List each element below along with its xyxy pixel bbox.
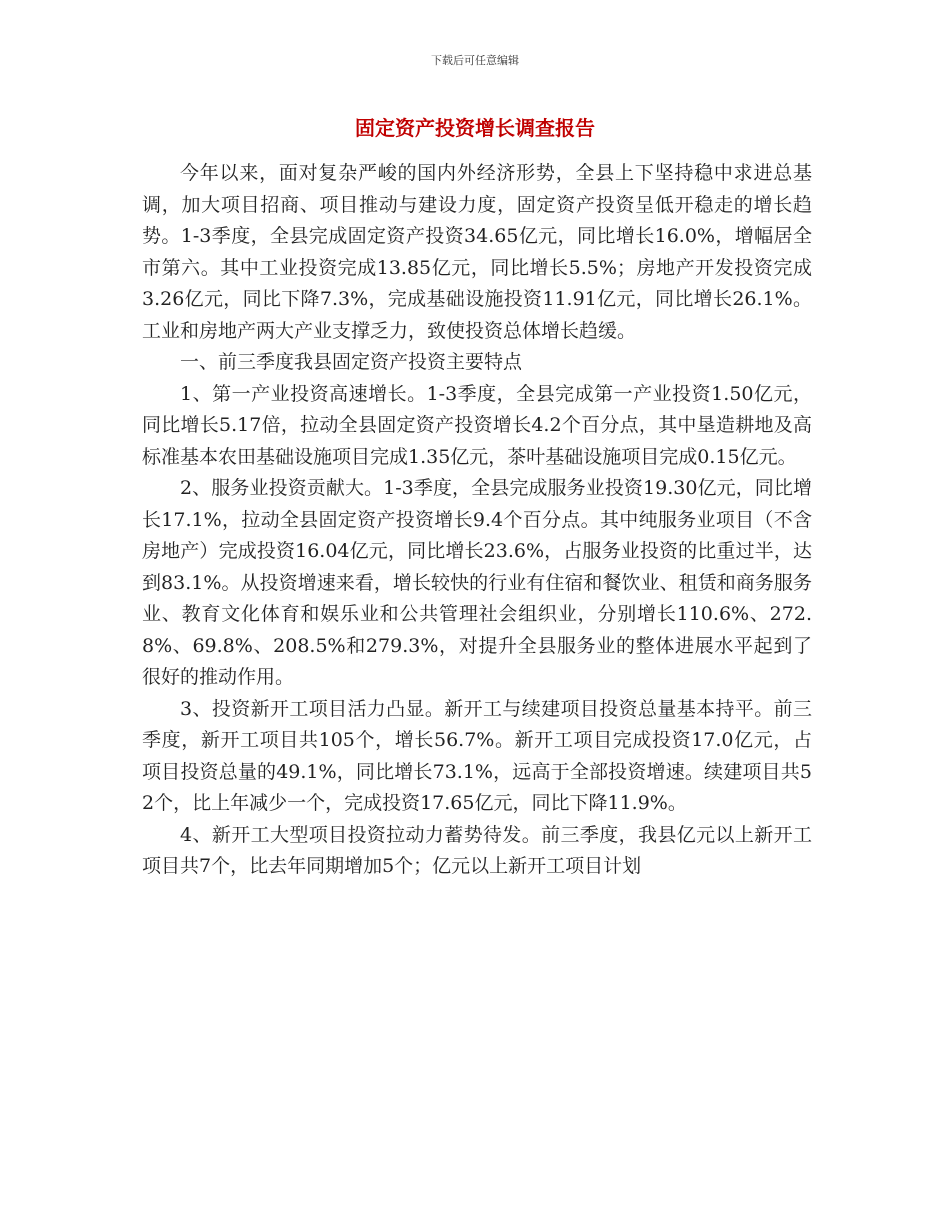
- document-body: [142, 158, 812, 883]
- section-heading-1: 一、前三季度我县固定资产投资主要特点: [180, 351, 523, 373]
- paragraph-large-projects: 4、新开工大型项目投资拉动力蓄势待发。前三季度，我县亿元以上新开工项目共7个，比去年同期增加5个；亿元以上新开工项目计划: [142, 823, 812, 877]
- document-title: 固定资产投资增长调查报告: [355, 116, 595, 140]
- paragraph-intro: 今年以来，面对复杂严峻的国内外经济形势，全县上下坚持稳中求进总基调，加大项目招商、项目推动与建设力度，固定资产投资呈低开稳走的增长趋势。1-3季度，全县完成固定资产投资34.65亿元，同比增长16.0%，增幅居全市第六。其中工业投资完成13.85亿元，同比增长5.5%；房地产开发投资完成3.26亿元，同比下降7.3%，完成基础设施投资11.91亿元，同比增长26.1%。工业和房地产两大产业支撑乏力，致使投资总体增长趋缓。: [142, 162, 812, 342]
- header-note: 下载后可任意编辑: [431, 54, 519, 67]
- paragraph-primary-industry: 1、第一产业投资高速增长。1-3季度，全县完成第一产业投资1.50亿元，同比增长5.17倍，拉动全县固定资产投资增长4.2个百分点，其中垦造耕地及高标准基本农田基础设施项目完成1.35亿元，茶叶基础设施项目完成0.15亿元。: [142, 382, 812, 468]
- paragraph-new-projects: 3、投资新开工项目活力凸显。新开工与续建项目投资总量基本持平。前三季度，新开工项目共105个，增长56.7%。新开工项目完成投资17.0亿元，占项目投资总量的49.1%，同比增长73.1%，远高于全部投资增速。续建项目共52个，比上年减少一个，完成投资17.65亿元，同比下降11.9%。: [142, 697, 812, 814]
- paragraph-service-industry: 2、服务业投资贡献大。1-3季度，全县完成服务业投资19.30亿元，同比增长17.1%，拉动全县固定资产投资增长9.4个百分点。其中纯服务业项目（不含房地产）完成投资16.04亿元，同比增长23.6%，占服务业投资的比重过半，达到83.1%。从投资增速来看，增长较快的行业有住宿和餐饮业、租赁和商务服务业、教育文化体育和娱乐业和公共管理社会组织业，分别增长110.6%、272.8%、69.8%、208.5%和279.3%，对提升全县服务业的整体进展水平起到了很好的推动作用。: [142, 477, 812, 688]
